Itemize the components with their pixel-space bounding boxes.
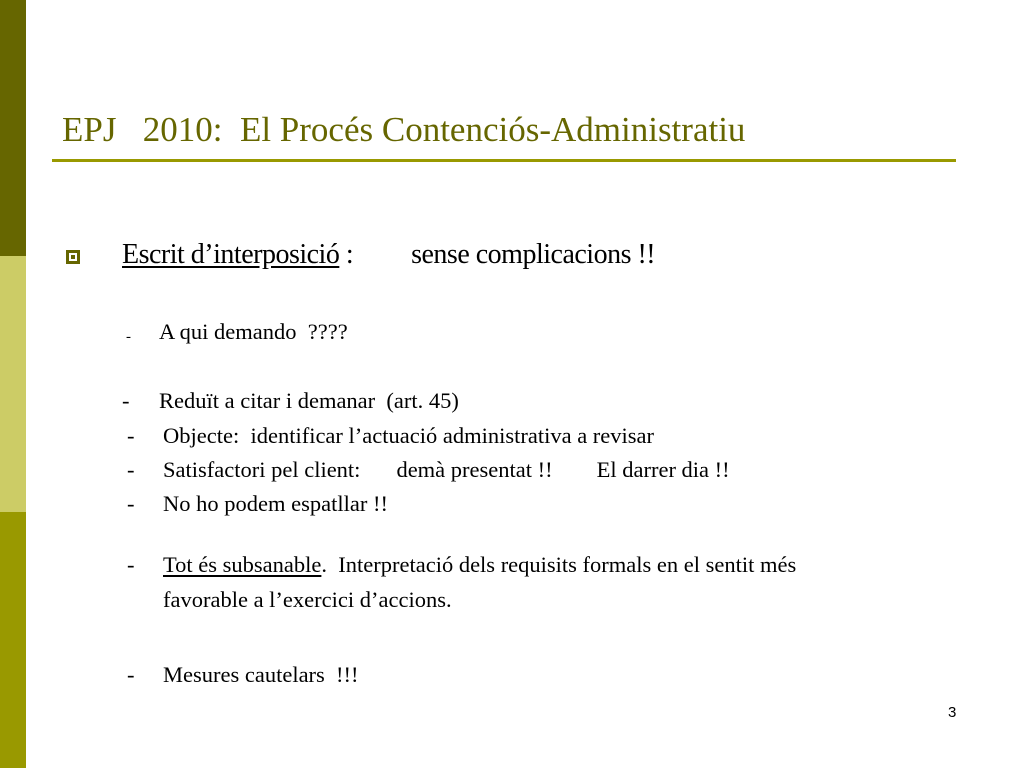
item-dash: -	[127, 491, 135, 516]
item-dash: -	[127, 662, 135, 687]
list-item	[163, 455, 730, 485]
item-text-b: demà presentat !!	[396, 457, 553, 482]
slide-heading	[122, 237, 655, 273]
heading-colon: :	[339, 239, 354, 270]
list-item: A qui demando ????	[159, 319, 348, 344]
list-item: Reduït a citar i demanar (art. 45)	[159, 388, 459, 413]
item-dash: -	[127, 457, 135, 482]
list-item: Mesures cautelars !!!	[163, 662, 359, 687]
heading-rest: sense complicacions !!	[411, 239, 656, 270]
item-dash: -	[127, 423, 135, 448]
item-dash: -	[127, 552, 135, 577]
decor-bar-bottom	[0, 512, 26, 768]
page-number: 3	[948, 704, 957, 721]
item-dash: -	[122, 388, 130, 413]
title-rule	[52, 159, 956, 162]
item-dash: -	[126, 329, 131, 345]
item-underlined: Tot és subsanable	[163, 552, 322, 577]
item-text-a: Satisfactori pel client:	[163, 457, 361, 482]
list-item-continuation: favorable a l’exercici d’accions.	[163, 587, 452, 612]
list-item: Objecte: identificar l’actuació administrativa a revisar	[163, 423, 655, 448]
list-item	[163, 550, 796, 580]
list-item: No ho podem espatllar !!	[163, 491, 388, 516]
square-bullet-icon	[66, 250, 80, 264]
decor-bar-middle	[0, 256, 26, 512]
decor-bar-top	[0, 0, 26, 256]
slide-title: EPJ 2010: El Procés Contenciós-Administratiu	[62, 110, 746, 149]
item-text-c: El darrer dia !!	[596, 457, 730, 482]
heading-underlined: Escrit d’interposició	[122, 239, 340, 270]
item-text: . Interpretació dels requisits formals en el sentit més	[321, 552, 797, 577]
